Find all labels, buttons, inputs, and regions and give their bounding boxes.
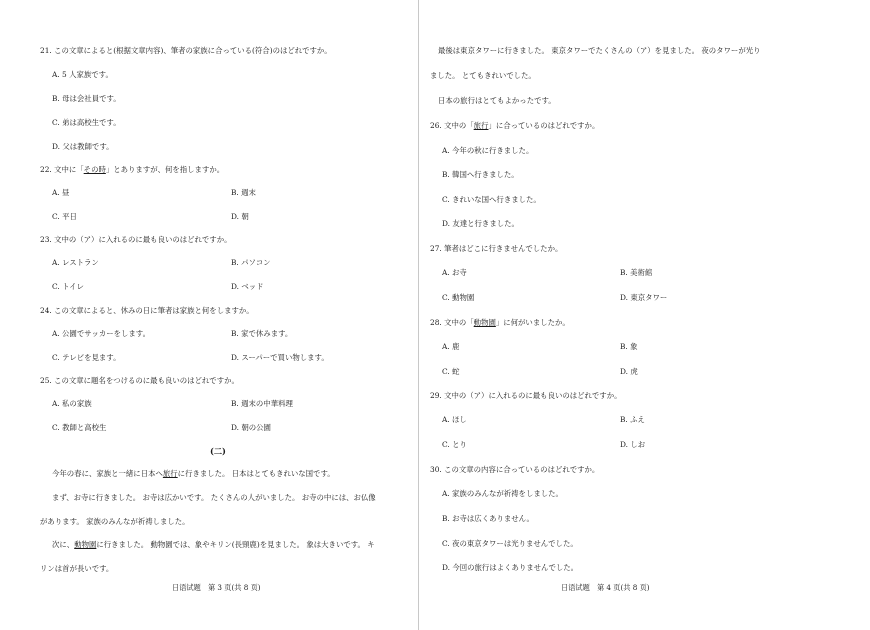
q23-option-c: C. トイレ (52, 282, 84, 291)
question-29-stem: 29. 文中の（ア）に入れるのに最も良いのはどれですか。 (430, 391, 622, 400)
passage-line-6: 最後は東京タワーに行きました。 東京タワーでたくさんの（ア）を見ました。 夜のタワーが光り (438, 46, 761, 55)
q30-option-b: B. お寺は広くありません。 (442, 514, 534, 523)
section-title: (二) (210, 446, 226, 456)
passage-line-8: 日本の旅行はとてもよかったです。 (438, 96, 556, 105)
q27-option-d: D. 東京タワー (620, 293, 668, 302)
q22-option-c: C. 平日 (52, 212, 77, 221)
q29-option-c: C. とり (442, 440, 467, 449)
q21-option-c: C. 弟は高校生です。 (52, 118, 121, 127)
right-page (418, 0, 870, 630)
q27-option-b: B. 美術館 (620, 268, 653, 277)
q22-option-d: D. 朝 (231, 212, 249, 221)
passage-p3-pre: 次に、 (52, 540, 75, 549)
passage-line-3: があります。 家族のみんなが祈祷しました。 (40, 517, 190, 526)
passage-line-7: ました。 とてもきれいでした。 (430, 71, 536, 80)
question-23-stem: 23. 文中の（ア）に入れるのに最も良いのはどれですか。 (40, 235, 232, 244)
q24-option-b: B. 家で休みます。 (231, 329, 293, 338)
q28-stem-pre: 28. 文中の「 (430, 318, 474, 327)
passage-p3-term: 動物園 (74, 540, 97, 549)
q23-option-a: A. レストラン (52, 258, 99, 267)
question-28-stem (430, 319, 570, 326)
page-footer-right: 日语试题 第 4 页(共 8 页) (561, 583, 650, 592)
q26-stem-term: 旅行 (473, 121, 489, 130)
q28-option-d: D. 虎 (620, 367, 638, 376)
q29-option-d: D. しお (620, 440, 646, 449)
q28-stem-post: 」に何がいましたか。 (495, 318, 570, 327)
q24-option-a: A. 公園でサッカーをします。 (52, 329, 150, 338)
question-25-stem: 25. この文章に題名をつけるのに最も良いのはどれですか。 (40, 376, 239, 385)
q30-option-d: D. 今回の旅行はよくありませんでした。 (442, 563, 579, 572)
passage-p1-pre: 今年の春に、家族と一緒に日本へ (52, 469, 163, 478)
passage-line-2: まず、お寺に行きました。 お寺は広かいです。 たくさんの人がいました。 お寺の中には、お仏像 (52, 493, 376, 502)
q30-option-a: A. 家族のみんなが祈祷をしました。 (442, 489, 563, 498)
q22-option-a: A. 昼 (52, 188, 70, 197)
q23-option-b: B. パソコン (231, 258, 271, 267)
question-21-stem: 21. この文章によると(根据文章内容)、筆者の家族に合っている(符合)のはどれですか。 (40, 46, 332, 55)
passage-line-5: リンは首が長いです。 (40, 564, 114, 573)
q21-option-d: D. 父は教師です。 (52, 142, 114, 151)
question-26-stem (430, 122, 599, 129)
q26-stem-post: 」に合っているのはどれですか。 (488, 121, 600, 130)
q30-option-c: C. 夜の東京タワーは光りませんでした。 (442, 539, 578, 548)
left-page (0, 0, 418, 630)
q26-option-c: C. きれいな国へ行きました。 (442, 195, 541, 204)
q28-option-c: C. 蛇 (442, 367, 460, 376)
q25-option-d: D. 朝の公園 (231, 423, 271, 432)
q26-option-d: D. 友達と行きました。 (442, 219, 519, 228)
q26-option-b: B. 韓国へ行きました。 (442, 170, 519, 179)
q28-option-a: A. 鹿 (442, 342, 460, 351)
passage-p3-post: に行きました。 動物園では、象やキリン(長頸鹿)を見ました。 象は大きいです。 キ (96, 540, 375, 549)
question-30-stem: 30. この文章の内容に合っているのはどれですか。 (430, 465, 600, 474)
q24-option-d: D. スーパーで買い物します。 (231, 353, 329, 362)
q26-option-a: A. 今年の秋に行きました。 (442, 146, 534, 155)
q22-stem-pre: 22. 文中に「 (40, 165, 84, 174)
q29-option-b: B. ふえ (620, 415, 645, 424)
q28-option-b: B. 象 (620, 342, 638, 351)
question-27-stem: 27. 筆者はどこに行きませんでしたか。 (430, 244, 563, 253)
q21-option-b: B. 母は会社員です。 (52, 94, 121, 103)
q25-option-b: B. 週末の中華料理 (231, 399, 293, 408)
passage-line-4 (52, 541, 375, 548)
q27-option-a: A. お寺 (442, 268, 467, 277)
q28-stem-term: 動物園 (473, 318, 496, 327)
q23-option-d: D. ベッド (231, 282, 264, 291)
passage-p1-term: 旅行 (162, 469, 178, 478)
q22-stem-post: 」とありますが、何を指しますか。 (105, 165, 225, 174)
passage-line-1 (52, 470, 335, 477)
q22-option-b: B. 週末 (231, 188, 256, 197)
passage-p1-post: に行きました。 日本はとてもきれいな国です。 (177, 469, 335, 478)
q26-stem-pre: 26. 文中の「 (430, 121, 474, 130)
page-footer-left: 日语试题 第 3 页(共 8 页) (172, 583, 261, 592)
q25-option-c: C. 教師と高校生 (52, 423, 107, 432)
q21-option-a: A. 5 人家族です。 (52, 70, 113, 79)
q22-stem-term: その時 (83, 165, 106, 174)
question-24-stem: 24. この文章によると、休みの日に筆者は家族と何をしますか。 (40, 306, 254, 315)
question-22-stem (40, 166, 224, 173)
q27-option-c: C. 動物園 (442, 293, 475, 302)
q25-option-a: A. 私の家族 (52, 399, 92, 408)
q29-option-a: A. ほし (442, 415, 467, 424)
q24-option-c: C. テレビを見ます。 (52, 353, 121, 362)
